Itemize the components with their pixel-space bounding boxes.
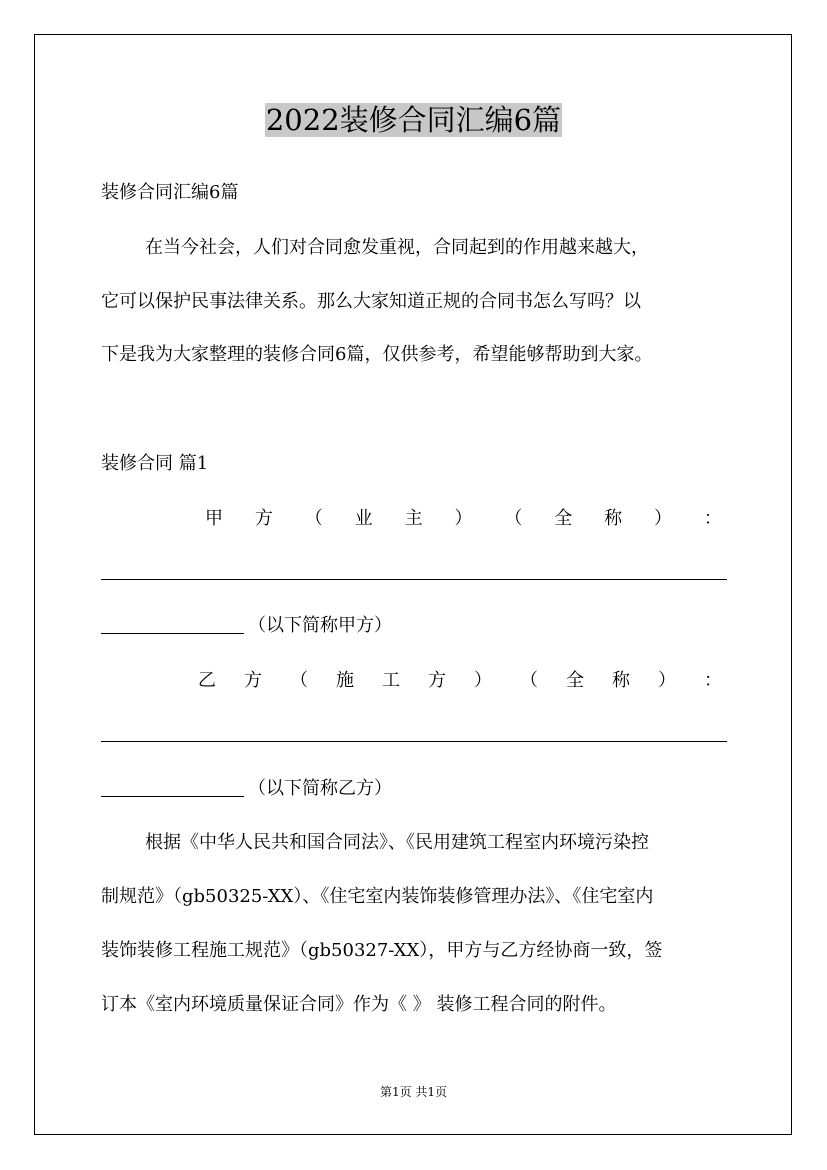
- party-a-char: ）: [454, 508, 473, 529]
- party-a-char: （: [304, 508, 323, 529]
- party-a-suffix: （以下简称甲方）: [248, 615, 392, 636]
- party-a-char: 主: [404, 508, 423, 529]
- party-b-suffix: （以下简称乙方）: [248, 778, 392, 799]
- party-a-char: （: [504, 508, 523, 529]
- party-b-char: 方: [428, 670, 446, 691]
- party-a-char: ：: [703, 508, 722, 529]
- party-a-char: 甲: [205, 508, 223, 529]
- party-b-char: 全: [566, 670, 584, 691]
- party-b-char: 乙: [198, 670, 216, 691]
- party-b-fill-line-short: [101, 796, 244, 797]
- party-a-char: ）: [654, 508, 673, 529]
- party-b-char: 称: [612, 670, 630, 691]
- party-b-char: ）: [658, 670, 676, 691]
- document-title: [0, 100, 827, 140]
- party-b-char: ）: [474, 670, 492, 691]
- intro-line: 它可以保护民事法律关系。那么大家知道正规的合同书怎么写吗？以: [101, 291, 641, 312]
- party-a-char: 方: [254, 508, 273, 529]
- party-b-char: 方: [244, 670, 262, 691]
- body-line: 装饰装修工程施工规范》（gb50327-XX），甲方与乙方经协商一致，签: [101, 940, 663, 961]
- party-b-char: ：: [704, 670, 722, 691]
- intro-line: 在当今社会，人们对合同愈发重视，合同起到的作用越来越大，: [145, 237, 649, 258]
- party-a-fill-line-short: [101, 633, 244, 634]
- party-a-fill-line: [101, 579, 727, 580]
- body-line: 订本《室内环境质量保证合同》作为《 》 装修工程合同的附件。: [101, 994, 617, 1015]
- document-title-text: 2022装修合同汇编6篇: [265, 103, 562, 137]
- section-heading: 装修合同 篇1: [101, 453, 209, 474]
- body-line: 根据《中华人民共和国合同法》、《民用建筑工程室内环境污染控: [145, 832, 649, 853]
- body-line: 制规范》（gb50325-XX）、《住宅室内装饰装修管理办法》、《住宅室内: [101, 886, 654, 907]
- party-b-fill-line: [101, 741, 727, 742]
- party-b-char: 施: [336, 670, 354, 691]
- party-a-char: 业: [354, 508, 373, 529]
- document-subtitle: 装修合同汇编6篇: [101, 182, 239, 203]
- page-footer: 第1页 共1页: [379, 1085, 448, 1099]
- party-a-char: 称: [604, 508, 623, 529]
- party-b-char: 工: [382, 670, 400, 691]
- party-b-char: （: [520, 670, 538, 691]
- party-b-label: [198, 669, 722, 693]
- party-a-label: [205, 507, 722, 531]
- party-a-char: 全: [554, 508, 573, 529]
- intro-line: 下是我为大家整理的装修合同6篇，仅供参考，希望能够帮助到大家。: [101, 344, 653, 365]
- party-b-char: （: [290, 670, 308, 691]
